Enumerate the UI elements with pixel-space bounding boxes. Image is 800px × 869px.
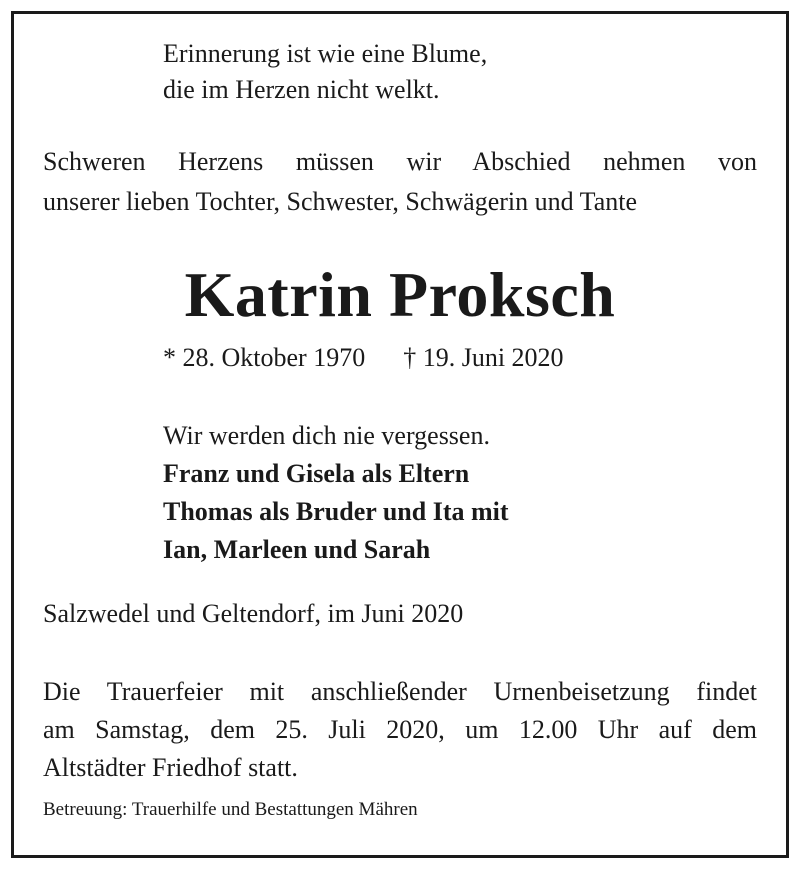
ceremony-line: Die Trauerfeier mit anschließender Urnenbeisetzung findet: [43, 677, 757, 706]
mourner-line: Franz und Gisela als Eltern: [163, 459, 470, 488]
intro-text: [43, 142, 757, 222]
mourner-line: Thomas als Bruder und Ita mit: [163, 497, 509, 526]
ceremony-line: Altstädter Friedhof statt.: [43, 753, 298, 782]
farewell-block: [163, 417, 509, 569]
ceremony-info: [43, 673, 757, 787]
intro-line: Schweren Herzens müssen wir Abschied nehmen von: [43, 147, 757, 176]
birth-date: * 28. Oktober 1970: [163, 343, 366, 372]
deceased-name: Katrin Proksch: [184, 259, 616, 330]
motto-line: die im Herzen nicht welkt.: [163, 75, 440, 104]
mourner-line: Ian, Marleen und Sarah: [163, 535, 431, 564]
intro-line: unserer lieben Tochter, Schwester, Schwägerin und Tante: [43, 187, 638, 216]
ceremony-line: am Samstag, dem 25. Juli 2020, um 12.00 Uhr auf dem: [43, 715, 757, 744]
farewell-message: Wir werden dich nie vergessen.: [163, 421, 490, 450]
life-dates: [163, 340, 564, 376]
death-date: † 19. Juni 2020: [403, 343, 564, 372]
funeral-care: Betreuung: Trauerhilfe und Bestattungen Mähren: [43, 799, 418, 820]
motto-line: Erinnerung ist wie eine Blume,: [163, 39, 488, 68]
motto: [163, 36, 487, 108]
place-date: Salzwedel und Geltendorf, im Juni 2020: [43, 599, 464, 628]
